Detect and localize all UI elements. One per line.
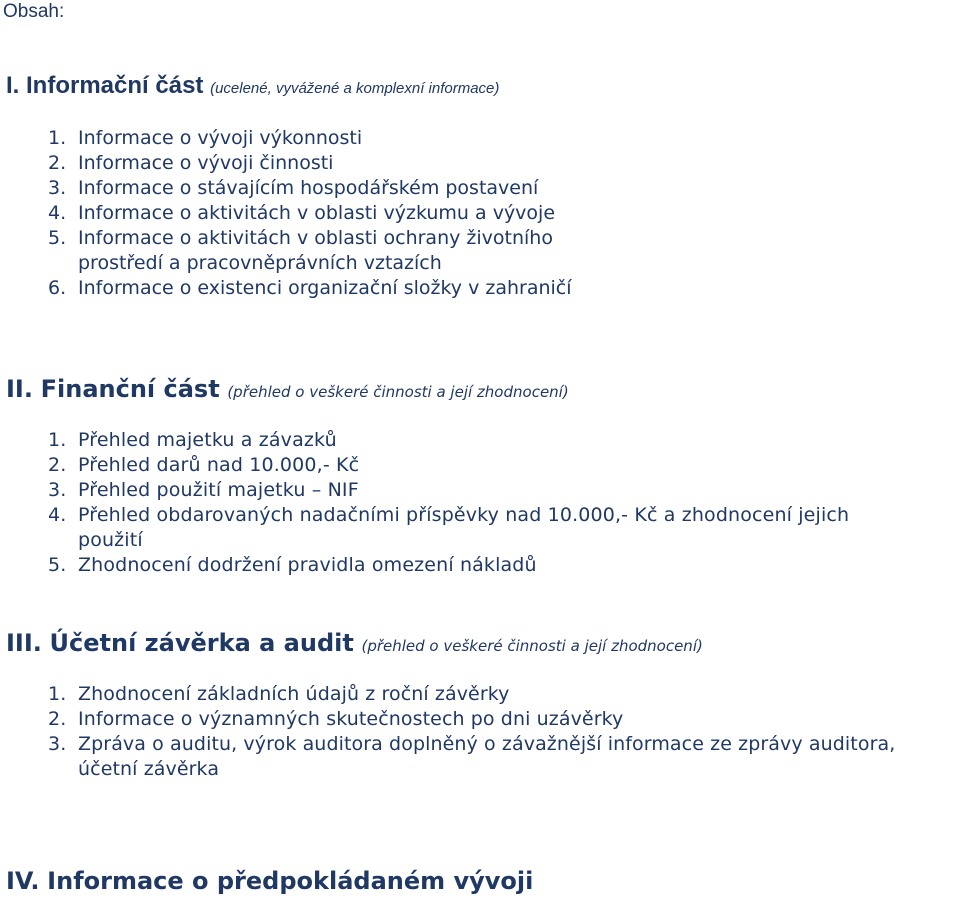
list-item <box>48 428 849 453</box>
item-number: 4. <box>48 202 67 224</box>
item-text: Zhodnocení dodržení pravidla omezení nákladů <box>78 554 537 576</box>
item-number: 3. <box>48 177 67 199</box>
section-heading-2 <box>6 373 569 408</box>
section-title: Účetní závěrka a audit <box>49 629 354 657</box>
item-number: 5. <box>48 227 67 249</box>
item-number: 6. <box>48 277 67 299</box>
item-number: 3. <box>48 733 67 755</box>
section-number: III. <box>6 629 42 657</box>
item-number: 5. <box>48 554 67 576</box>
list-item <box>48 276 572 301</box>
section-subtitle: (ucelené, vyvážené a komplexní informace) <box>210 80 500 97</box>
section-3-list <box>48 682 895 782</box>
item-text: Informace o aktivitách v oblasti výzkumu a vývoje <box>78 202 556 224</box>
item-text: Informace o stávajícím hospodářském postavení <box>78 177 539 199</box>
section-1-list <box>48 126 572 301</box>
section-2-list <box>48 428 849 578</box>
section-title: Informace o předpokládaném vývoji <box>47 867 534 895</box>
item-text: Informace o existenci organizační složky v zahraničí <box>78 277 572 299</box>
section-heading-4 <box>6 864 533 898</box>
list-item <box>48 553 849 578</box>
list-item <box>48 151 572 176</box>
item-text: Přehled darů nad 10.000,- Kč <box>78 454 360 476</box>
section-heading-1 <box>6 70 499 105</box>
item-text-continued: účetní závěrka <box>78 758 220 780</box>
item-text: Zhodnocení základních údajů z roční závěrky <box>78 683 510 705</box>
list-item <box>48 707 895 732</box>
item-number: 1. <box>48 683 67 705</box>
list-item <box>48 176 572 201</box>
list-item <box>48 478 849 503</box>
item-text: Informace o vývoji činnosti <box>78 152 334 174</box>
page-title: Obsah: <box>3 1 65 22</box>
list-item <box>48 453 849 478</box>
list-item <box>48 682 895 707</box>
section-title: Informační část <box>26 72 204 99</box>
section-number: I. <box>6 72 20 99</box>
item-number: 3. <box>48 479 67 501</box>
item-text: Přehled majetku a závazků <box>78 429 337 451</box>
list-item <box>48 226 572 276</box>
list-item <box>48 503 849 553</box>
item-number: 2. <box>48 152 67 174</box>
item-number: 2. <box>48 454 67 476</box>
item-text: Přehled obdarovaných nadačními příspěvky nad 10.000,- Kč a zhodnocení jejich <box>78 504 850 526</box>
section-number: IV. <box>6 867 40 895</box>
item-number: 1. <box>48 429 67 451</box>
item-text: Informace o vývoji výkonnosti <box>78 127 363 149</box>
item-text-continued: prostředí a pracovněprávních vztazích <box>78 252 442 274</box>
list-item <box>48 732 895 782</box>
item-number: 1. <box>48 127 67 149</box>
section-number: II. <box>6 375 33 403</box>
item-number: 2. <box>48 708 67 730</box>
section-title: Finanční část <box>40 375 220 403</box>
item-text: Přehled použití majetku – NIF <box>78 479 359 501</box>
list-item <box>48 126 572 151</box>
section-heading-3 <box>6 626 703 663</box>
item-text: Informace o významných skutečnostech po dni uzávěrky <box>78 708 624 730</box>
item-text: Zpráva o auditu, výrok auditora doplněný o závažnější informace ze zprávy auditora, <box>78 733 896 755</box>
item-number: 4. <box>48 504 67 526</box>
item-text: Informace o aktivitách v oblasti ochrany životního <box>78 227 553 249</box>
section-subtitle: (přehled o veškeré činnosti a její zhodnocení) <box>361 637 703 655</box>
section-subtitle: (přehled o veškeré činnosti a její zhodnocení) <box>227 383 569 401</box>
list-item <box>48 201 572 226</box>
item-text-continued: použití <box>78 529 143 551</box>
